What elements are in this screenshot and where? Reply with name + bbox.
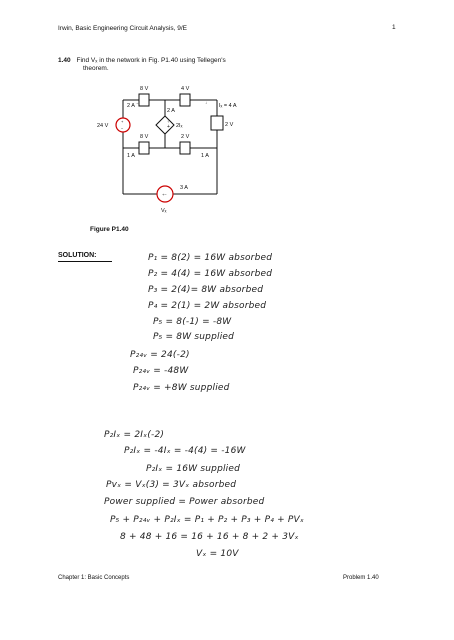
solution-line: P₁ = 8(2) = 16W absorbed <box>148 253 273 263</box>
page-number: 1 <box>392 24 396 31</box>
solution-line: P₄ = 2(1) = 2W absorbed <box>148 301 267 311</box>
solution-line: P₂₄ᵥ = -48W <box>133 366 189 376</box>
solution-line: P₂Iₓ = 16W supplied <box>146 464 241 474</box>
label-top-left-v: 8 V <box>140 86 149 92</box>
solution-line: P₅ = 8(-1) = -8W <box>153 317 232 327</box>
svg-text:↓: ↓ <box>205 100 207 105</box>
label-top-left-i: 2 A <box>127 103 135 109</box>
solution-line: P₅ + P₂₄ᵥ + P₂Iₓ = P₁ + P₂ + P₃ + P₄ + PVₓ <box>110 515 305 525</box>
svg-text:↑: ↑ <box>167 119 169 124</box>
label-top-right-v: 4 V <box>181 86 190 92</box>
label-ix: Iₓ = 4 A <box>219 103 237 109</box>
label-bot-right-i: 1 A <box>201 153 209 159</box>
problem-text-line2: theorem. <box>83 65 109 72</box>
solution-line: 8 + 48 + 16 = 16 + 16 + 8 + 2 + 3Vₓ <box>120 532 299 542</box>
label-vx: Vₓ <box>161 208 167 214</box>
solution-line: P₂Iₓ = 2Iₓ(-2) <box>104 430 165 440</box>
problem-text-line1: Find Vₓ in the network in Fig. P1.40 using Tellegen's <box>76 57 226 64</box>
label-mid-i: 2 A <box>167 108 175 114</box>
solution-line: P₃ = 2(4)= 8W absorbed <box>148 285 264 295</box>
footer-chapter: Chapter 1: Basic Concepts <box>58 575 130 581</box>
svg-text:→: → <box>135 100 139 105</box>
svg-text:+: + <box>121 119 124 124</box>
circuit-diagram <box>95 76 255 226</box>
label-dep-source: 2Iₓ <box>176 123 183 129</box>
solution-line: Vₓ = 10V <box>196 549 239 559</box>
solution-line: Pvₓ = Vₓ(3) = 3Vₓ absorbed <box>106 480 237 490</box>
solution-heading: SOLUTION: <box>58 252 97 259</box>
solution-line: P₂ = 4(4) = 16W absorbed <box>148 269 273 279</box>
solution-line: Power supplied = Power absorbed <box>104 497 265 507</box>
svg-text:+: + <box>167 124 170 130</box>
label-source-v: 24 V <box>97 123 109 129</box>
solution-line: P₂₄ᵥ = 24(-2) <box>130 350 190 360</box>
label-bot-left-v: 8 V <box>140 134 149 140</box>
solution-line: P₂₄ᵥ = +8W supplied <box>133 383 230 393</box>
figure-caption: Figure P1.40 <box>90 226 129 233</box>
svg-text:+−: +− <box>162 192 167 197</box>
label-bot-left-i: 1 A <box>127 153 135 159</box>
footer-problem: Problem 1.40 <box>343 575 379 581</box>
running-header: Irwin, Basic Engineering Circuit Analysis, 9/E <box>58 25 187 32</box>
label-bottom-i: 3 A <box>180 185 188 191</box>
problem-statement <box>58 57 226 65</box>
label-right-v: 2 V <box>225 122 234 128</box>
solution-line: P₅ = 8W supplied <box>153 332 235 342</box>
solution-line: P₂Iₓ = -4Iₓ = -4(4) = -16W <box>124 446 246 456</box>
problem-number: 1.40 <box>58 57 71 64</box>
solution-underline <box>58 261 112 262</box>
label-bot-right-v: 2 V <box>181 134 190 140</box>
svg-text:−: − <box>121 126 124 131</box>
